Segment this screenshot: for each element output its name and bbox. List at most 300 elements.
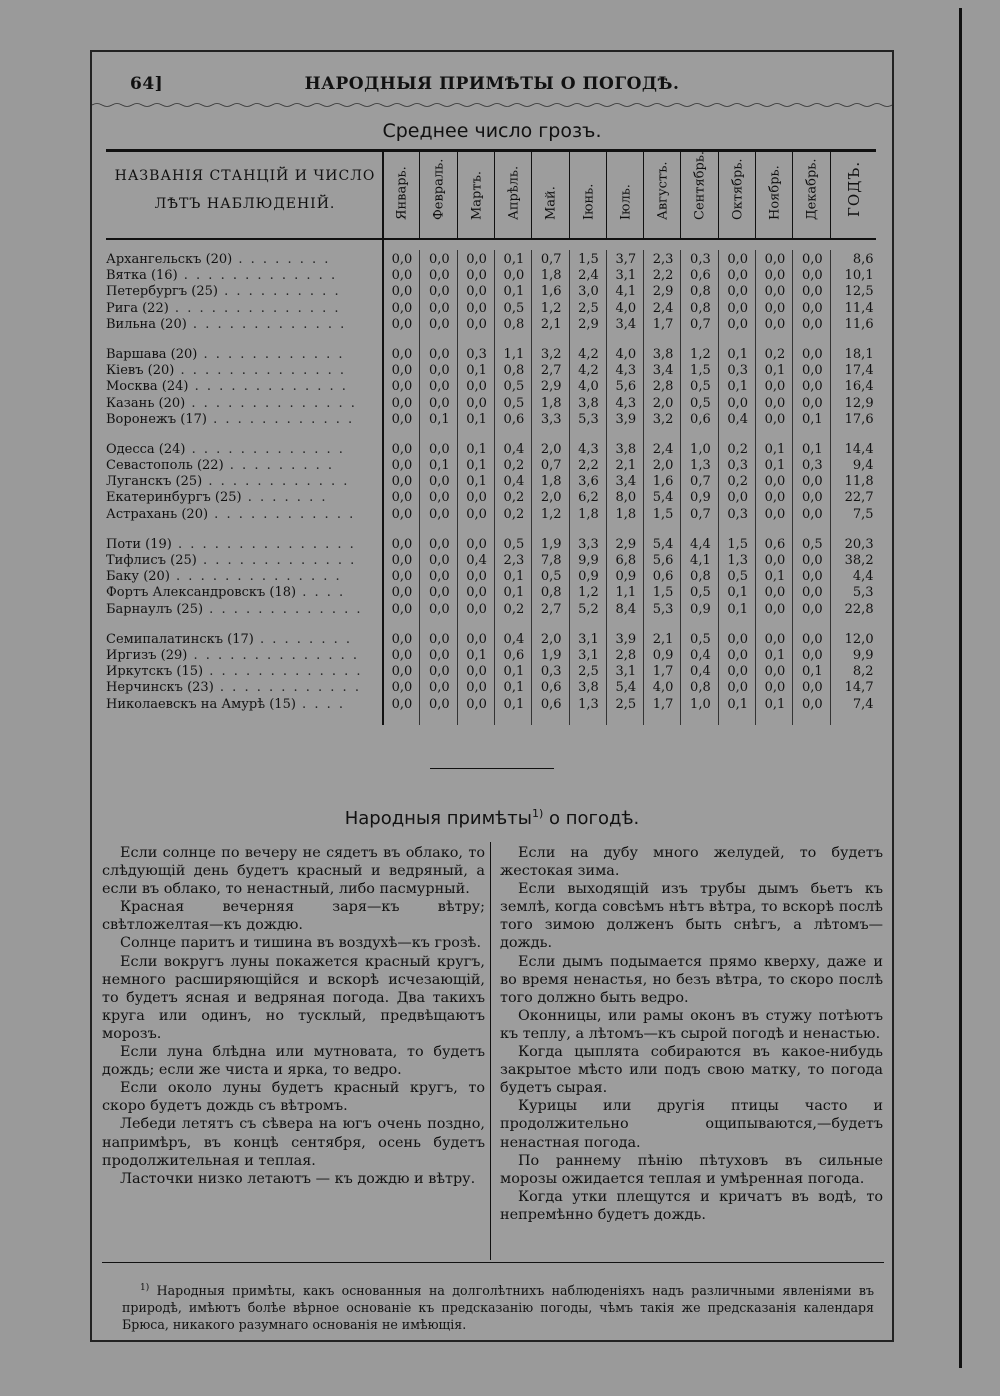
leader-dots: . . . . . . . .	[232, 252, 331, 267]
month-value-cell: 0,0	[801, 506, 823, 522]
station-name	[106, 664, 386, 680]
month-value-cell: 0,0	[428, 664, 450, 680]
month-value-cell: 0,0	[391, 300, 413, 316]
weather-sign-paragraph: Если луна блѣдна или мутновата, то будетъ дождь; если же чиста и ярка, то ведро.	[102, 1044, 485, 1079]
month-value-cell: 1,2	[690, 346, 711, 362]
station-name	[106, 396, 386, 412]
station-name-text: Севастополь (22)	[106, 458, 224, 474]
table-row	[106, 680, 876, 696]
month-value-cell: 1,5	[690, 363, 711, 379]
month-value-cell: 0,1	[466, 474, 487, 490]
table-row	[106, 284, 876, 300]
station-name	[106, 442, 386, 458]
month-value-cell: 0,1	[727, 379, 749, 395]
month-header	[496, 153, 532, 235]
month-value-cell: 0,0	[801, 647, 823, 663]
month-value-cell: 7,8	[540, 553, 562, 568]
month-value-cell: 2,9	[540, 379, 562, 395]
station-name-text: Нерчинскъ (23)	[106, 680, 214, 696]
month-header-label: Ноябрь.	[767, 165, 783, 220]
leader-dots: . . . . . . . . . . . . . .	[168, 300, 341, 316]
station-name	[106, 602, 386, 618]
station-name	[106, 317, 386, 333]
month-value-cell: 0,9	[690, 601, 711, 617]
station-name-text: Фортъ Александровскъ (18)	[106, 585, 297, 601]
station-name	[106, 569, 386, 585]
month-value-cell: 0,0	[801, 268, 823, 284]
month-value-cell: 0,7	[690, 316, 711, 332]
month-value-cell: 0,1	[764, 458, 786, 474]
month-value-cell: 0,0	[428, 252, 450, 267]
month-value-cell: 0,0	[727, 252, 749, 267]
month-value-cell: 0,0	[466, 506, 487, 522]
station-name-text: Барнаулъ (25)	[106, 601, 204, 617]
month-value-cell: 0,0	[466, 395, 487, 411]
month-value-cell: 2,8	[652, 379, 674, 395]
month-value-cell: 0,8	[690, 569, 711, 585]
leader-dots: . . . . . . . . . . . .	[213, 680, 361, 696]
month-header	[645, 153, 681, 235]
month-value-cell: 1,2	[578, 585, 599, 601]
month-value-cell: 0,0	[391, 379, 413, 395]
month-value-cell: 0,0	[466, 316, 487, 332]
month-value-cell: 0,0	[391, 490, 413, 506]
year-header-label: ГОДЪ.	[844, 160, 863, 217]
month-value-cell: 0,0	[428, 696, 450, 712]
section-title-end: о погодѣ.	[549, 808, 640, 829]
month-value-cell: 3,9	[615, 411, 637, 427]
month-value-cell: 5,3	[652, 601, 674, 617]
month-value-cell: 0,0	[801, 696, 823, 712]
month-value-cell: 0,5	[801, 536, 823, 552]
month-value-cell: 0,0	[428, 316, 450, 332]
month-value-cell: 1,9	[540, 647, 562, 663]
month-value-cell: 4,1	[615, 284, 637, 300]
month-header-label: Октябрь.	[730, 158, 746, 220]
month-value-cell: 1,5	[652, 506, 674, 522]
station-name-text: Луганскъ (25)	[106, 474, 203, 490]
month-value-cell: 2,9	[615, 536, 637, 552]
month-value-cell: 0,0	[391, 363, 413, 379]
month-value-cell: 1,8	[540, 474, 562, 490]
month-value-cell: 1,0	[690, 696, 711, 712]
table-row	[106, 490, 876, 506]
year-total-cell: 17,4	[844, 363, 874, 379]
weather-sign-paragraph: Ласточки низко летаютъ — къ дождю и вѣтру.	[120, 1170, 476, 1187]
month-value-cell: 3,0	[578, 284, 599, 300]
station-name-text: Иркутскъ (15)	[106, 664, 204, 680]
month-header	[757, 153, 793, 235]
month-value-cell: 0,6	[540, 680, 562, 696]
month-value-cell: 0,4	[690, 647, 711, 663]
year-total-cell: 9,9	[852, 647, 874, 663]
month-value-cell: 0,0	[801, 553, 823, 568]
year-total-cell: 12,9	[844, 395, 874, 411]
month-value-cell: 3,4	[615, 474, 637, 490]
station-name-text: Екатеринбургъ (25)	[106, 490, 242, 506]
month-value-cell: 0,0	[727, 300, 749, 316]
month-value-cell: 5,6	[652, 553, 674, 568]
station-name-text: Тифлисъ (25)	[106, 553, 197, 568]
month-value-cell: 0,0	[391, 553, 413, 568]
month-value-cell: 1,1	[503, 346, 525, 362]
table-row	[106, 537, 876, 553]
month-value-cell: 2,0	[652, 458, 674, 474]
month-value-cell: 0,1	[764, 441, 786, 457]
month-value-cell: 3,2	[540, 346, 562, 362]
month-value-cell: 2,3	[503, 553, 525, 568]
month-value-cell: 1,2	[540, 506, 562, 522]
month-value-cell: 0,0	[428, 346, 450, 362]
month-value-cell: 0,0	[466, 379, 487, 395]
month-value-cell: 0,0	[428, 490, 450, 506]
table-row	[106, 412, 876, 428]
leader-dots: . . . . . . . . . . . . . . .	[171, 536, 356, 552]
station-name-text: Одесса (24)	[106, 441, 186, 457]
month-value-cell: 0,1	[801, 411, 823, 427]
year-total-cell: 16,4	[844, 379, 874, 395]
month-value-cell: 5,4	[652, 536, 674, 552]
month-value-cell: 0,0	[801, 601, 823, 617]
month-value-cell: 4,0	[615, 300, 637, 316]
month-value-cell: 0,1	[503, 664, 525, 680]
month-value-cell: 0,5	[690, 585, 711, 601]
month-value-cell: 0,3	[727, 363, 749, 379]
station-group	[106, 537, 876, 618]
month-value-cell: 0,0	[428, 300, 450, 316]
leader-dots: . . . . . . . . . . . .	[202, 474, 350, 490]
month-value-cell: 1,2	[540, 300, 562, 316]
section-divider	[430, 768, 554, 769]
month-header-label: Іюнь.	[581, 183, 596, 220]
table-row	[106, 664, 876, 680]
section-title	[92, 807, 892, 829]
table-row	[106, 569, 876, 585]
table-column-rule	[718, 150, 719, 238]
station-name	[106, 697, 386, 713]
month-value-cell: 0,4	[503, 631, 525, 647]
month-value-cell: 0,0	[466, 569, 487, 585]
month-value-cell: 0,3	[690, 252, 711, 267]
station-name-text: Иргизъ (29)	[106, 647, 188, 663]
station-group	[106, 347, 876, 428]
month-value-cell: 4,3	[615, 363, 637, 379]
table-top-rule	[106, 149, 876, 152]
month-value-cell: 9,9	[578, 553, 599, 568]
month-value-cell: 1,5	[652, 585, 674, 601]
month-value-cell: 1,8	[540, 395, 562, 411]
leader-dots: . . . . . . . . . . . . . .	[174, 363, 347, 379]
month-value-cell: 0,0	[391, 680, 413, 696]
table-column-rule	[792, 150, 793, 238]
month-value-cell: 0,0	[428, 474, 450, 490]
month-value-cell: 2,1	[540, 316, 562, 332]
month-value-cell: 0,0	[801, 569, 823, 585]
month-value-cell: 0,0	[428, 363, 450, 379]
month-value-cell: 0,3	[466, 346, 487, 362]
month-value-cell: 2,4	[652, 300, 674, 316]
month-value-cell: 0,4	[503, 474, 525, 490]
month-value-cell: 0,0	[428, 284, 450, 300]
month-value-cell: 1,0	[690, 441, 711, 457]
month-value-cell: 0,9	[615, 569, 637, 585]
month-value-cell: 4,3	[615, 395, 637, 411]
month-value-cell: 0,0	[764, 252, 786, 267]
month-value-cell: 0,0	[466, 268, 487, 284]
table-column-rule	[680, 150, 681, 238]
weather-sign-paragraph: Солнце паритъ и тишина въ воздухѣ—къ грозѣ.	[120, 935, 482, 952]
column-separator	[490, 842, 491, 1260]
month-header-label: Сентябрь.	[692, 150, 708, 220]
month-value-cell: 0,0	[801, 680, 823, 696]
month-header	[794, 153, 830, 235]
leader-dots: . . . . . . . . . . . . .	[203, 601, 363, 617]
month-value-cell: 2,7	[540, 363, 562, 379]
month-value-cell: 0,0	[801, 631, 823, 647]
month-value-cell: 0,7	[540, 458, 562, 474]
station-name	[106, 537, 386, 553]
month-value-cell: 4,0	[578, 379, 599, 395]
month-value-cell: 0,8	[690, 284, 711, 300]
month-value-cell: 0,0	[764, 601, 786, 617]
table-column-rule	[755, 150, 756, 238]
table-row	[106, 458, 876, 474]
month-value-cell: 2,4	[578, 268, 599, 284]
month-value-cell: 0,0	[801, 252, 823, 267]
weather-sign-paragraph: Красная вечерняя заря—къ вѣтру; свѣтложелтая—къ дождю.	[102, 899, 485, 934]
month-value-cell: 3,3	[578, 536, 599, 552]
month-value-cell: 0,2	[727, 474, 749, 490]
month-value-cell: 1,1	[615, 585, 637, 601]
month-value-cell: 0,5	[503, 536, 525, 552]
month-value-cell: 5,4	[615, 680, 637, 696]
leader-dots: . . . .	[296, 585, 346, 601]
station-name-text: Баку (20)	[106, 569, 170, 585]
month-value-cell: 0,0	[428, 379, 450, 395]
month-value-cell: 0,5	[727, 569, 749, 585]
table-column-rule	[531, 150, 532, 238]
month-value-cell: 4,0	[615, 346, 637, 362]
month-value-cell: 0,0	[764, 316, 786, 332]
month-header	[384, 153, 420, 235]
month-value-cell: 0,5	[503, 379, 525, 395]
month-value-cell: 2,7	[540, 601, 562, 617]
month-value-cell: 2,0	[652, 395, 674, 411]
month-value-cell: 0,0	[727, 680, 749, 696]
month-value-cell: 3,7	[615, 252, 637, 267]
month-value-cell: 0,6	[540, 696, 562, 712]
year-total-cell: 7,4	[852, 696, 874, 712]
year-total-cell: 18,1	[844, 346, 874, 362]
table-row	[106, 474, 876, 490]
book-page	[90, 50, 894, 1342]
leader-dots: . . . . . . . . . . . .	[197, 346, 345, 362]
month-value-cell: 0,8	[690, 680, 711, 696]
month-value-cell: 0,1	[466, 458, 487, 474]
month-value-cell: 0,1	[727, 585, 749, 601]
month-value-cell: 0,0	[391, 569, 413, 585]
leader-dots: . . . . . . . . . . . . .	[203, 664, 363, 680]
month-value-cell: 2,3	[652, 252, 674, 267]
month-value-cell: 0,0	[764, 379, 786, 395]
month-value-cell: 0,0	[801, 363, 823, 379]
month-value-cell: 6,8	[615, 553, 637, 568]
month-value-cell: 4,2	[578, 346, 599, 362]
month-value-cell: 0,0	[391, 506, 413, 522]
weather-sign-paragraph: Если дымъ подымается прямо кверху, даже и во время ненастья, но безъ вѣтра, то скоро послѣ того должно быть ведро.	[500, 953, 883, 1006]
month-value-cell: 0,5	[690, 631, 711, 647]
month-header-label: Іюль.	[618, 184, 634, 220]
month-value-cell: 0,0	[764, 268, 786, 284]
station-name	[106, 632, 386, 648]
year-total-cell: 22,8	[844, 601, 874, 617]
leader-dots: . . . . . . . . . . . . . .	[185, 395, 357, 411]
station-group	[106, 442, 876, 523]
station-column-header	[106, 162, 384, 218]
month-value-cell: 0,0	[466, 300, 487, 316]
month-value-cell: 0,1	[428, 411, 450, 427]
month-value-cell: 2,2	[578, 458, 599, 474]
month-value-cell: 3,1	[578, 631, 599, 647]
table-row	[106, 268, 876, 284]
month-value-cell: 3,1	[615, 664, 637, 680]
station-name-text: Рига (22)	[106, 300, 169, 316]
station-name	[106, 252, 386, 268]
year-total-cell: 11,4	[844, 300, 874, 316]
month-value-cell: 0,2	[727, 441, 749, 457]
weather-sign-paragraph: Если выходящій изъ трубы дымъ бьетъ къ землѣ, когда совсѣмъ нѣтъ вѣтра, то вскорѣ послѣ того зимою долженъ быть снѣгъ, а лѣтомъ—дождь.	[500, 881, 883, 952]
weather-sign-paragraph: Если солнце по вечеру не сядетъ въ облако, то слѣдующій день будетъ красный и ведряный, а если въ облако, то ненастный, либо пасмурный.	[102, 845, 485, 898]
month-value-cell: 0,6	[690, 411, 711, 427]
month-value-cell: 0,0	[391, 601, 413, 617]
station-name	[106, 474, 386, 490]
table-row	[106, 396, 876, 412]
station-name	[106, 553, 386, 569]
month-value-cell: 0,0	[466, 585, 487, 601]
month-value-cell: 0,0	[391, 458, 413, 474]
month-value-cell: 0,0	[466, 536, 487, 552]
month-value-cell: 4,4	[690, 536, 711, 552]
year-total-cell: 11,6	[844, 316, 874, 332]
month-value-cell: 0,0	[428, 536, 450, 552]
table-row	[106, 648, 876, 664]
year-total-cell: 12,5	[844, 284, 874, 300]
station-name-text: Воронежъ (17)	[106, 411, 207, 427]
month-value-cell: 0,0	[727, 268, 749, 284]
month-value-cell: 2,5	[578, 664, 599, 680]
station-name	[106, 268, 386, 284]
footnote	[122, 1280, 874, 1333]
ornamental-wavy-rule	[92, 102, 892, 108]
month-value-cell: 0,0	[466, 664, 487, 680]
month-value-cell: 3,4	[652, 363, 674, 379]
leader-dots: . . . . . . . . . .	[217, 284, 341, 300]
year-total-cell: 20,3	[844, 536, 874, 552]
footnote-marker: 1)	[140, 1283, 150, 1293]
month-value-cell: 0,5	[503, 300, 525, 316]
month-value-cell: 0,0	[391, 536, 413, 552]
month-value-cell: 0,0	[428, 441, 450, 457]
month-value-cell: 3,4	[615, 316, 637, 332]
table-row	[106, 252, 876, 268]
leader-dots: . . . . . . . . .	[223, 458, 335, 474]
month-value-cell: 0,0	[764, 490, 786, 506]
month-value-cell: 6,2	[578, 490, 599, 506]
month-value-cell: 0,1	[727, 346, 749, 362]
month-value-cell: 0,0	[428, 506, 450, 522]
month-header-label: Мартъ.	[469, 171, 485, 220]
month-value-cell: 0,1	[503, 569, 525, 585]
station-header-line-1: НАЗВАНІЯ СТАНЦІЙ И ЧИСЛО	[114, 168, 376, 184]
month-value-cell: 0,0	[428, 569, 450, 585]
month-header	[533, 153, 569, 235]
month-value-cell: 1,7	[652, 316, 674, 332]
month-value-cell: 0,2	[503, 490, 525, 506]
page-edge-rule	[959, 8, 962, 1368]
month-value-cell: 0,0	[428, 680, 450, 696]
month-value-cell: 0,0	[466, 284, 487, 300]
month-value-cell: 1,6	[652, 474, 674, 490]
station-name	[106, 490, 386, 506]
section-title-text: Народныя примѣты	[344, 808, 532, 829]
month-value-cell: 0,2	[503, 506, 525, 522]
month-value-cell: 0,0	[764, 411, 786, 427]
month-value-cell: 0,1	[764, 569, 786, 585]
station-header-line-2: ЛѢТЪ НАБЛЮДЕНІЙ.	[154, 196, 336, 212]
month-value-cell: 0,5	[503, 395, 525, 411]
month-value-cell: 0,7	[690, 474, 711, 490]
table-column-rule	[569, 150, 570, 238]
table-column-rule	[606, 150, 607, 238]
month-value-cell: 0,1	[503, 585, 525, 601]
month-value-cell: 0,6	[764, 536, 786, 552]
month-value-cell: 0,0	[801, 316, 823, 332]
station-name-text: Архангельскъ (20)	[106, 252, 233, 267]
month-value-cell: 1,3	[690, 458, 711, 474]
year-total-cell: 8,2	[852, 664, 874, 680]
month-value-cell: 0,0	[391, 474, 413, 490]
station-group	[106, 252, 876, 333]
month-value-cell: 0,0	[727, 316, 749, 332]
table-row	[106, 347, 876, 363]
station-name	[106, 458, 386, 474]
month-value-cell: 8,4	[615, 601, 637, 617]
weather-sign-paragraph: Если на дубу много желудей, то будетъ жестокая зима.	[500, 845, 883, 880]
month-value-cell: 0,0	[764, 664, 786, 680]
month-value-cell: 0,0	[801, 300, 823, 316]
footnote-text: Народныя примѣты, какъ основанныя на долголѣтнихъ наблюденіяхъ надъ различными явленіями въ природѣ, имѣютъ болѣе вѣрное основаніе къ предсказанію погоды, чѣмъ такія же предсказанія календаря Брюса, никакого разумнаго основанія не имѣющія.	[122, 1283, 874, 1333]
year-total-cell: 14,4	[844, 441, 874, 457]
month-value-cell: 2,0	[540, 490, 562, 506]
month-value-cell: 0,0	[764, 506, 786, 522]
month-value-cell: 3,8	[615, 441, 637, 457]
month-value-cell: 0,1	[466, 363, 487, 379]
month-value-cell: 0,0	[391, 395, 413, 411]
year-total-cell: 10,1	[844, 268, 874, 284]
table-row	[106, 363, 876, 379]
month-value-cell: 0,0	[391, 316, 413, 332]
month-value-cell: 0,0	[391, 268, 413, 284]
month-value-cell: 0,0	[503, 268, 525, 284]
month-value-cell: 4,0	[652, 680, 674, 696]
month-value-cell: 1,7	[652, 696, 674, 712]
month-value-cell: 0,0	[801, 395, 823, 411]
columns-bottom-rule	[102, 1262, 884, 1263]
month-value-cell: 0,0	[466, 680, 487, 696]
leader-dots: . . . . . . . . . . . . .	[188, 379, 348, 395]
month-value-cell: 0,1	[727, 601, 749, 617]
month-value-cell: 0,8	[690, 300, 711, 316]
